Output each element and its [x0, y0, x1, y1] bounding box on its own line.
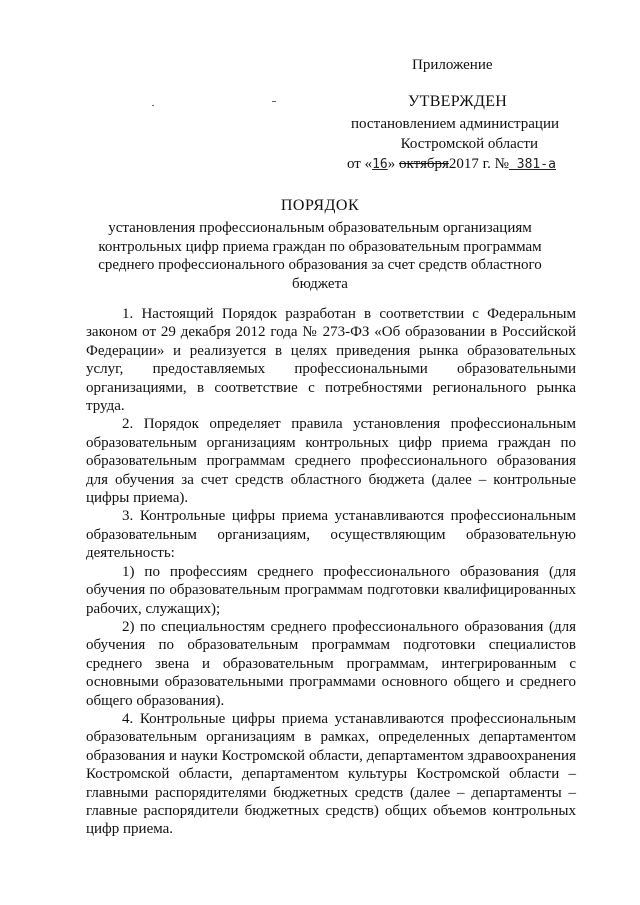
paragraph-4: 4. Контрольные цифры приема устанавливаются профессиональным образовательным организациям в рамках, определенных департаментом образования и науки Костромской области, департаментом здравоохранения Костромской области, департаментом культуры Костромской области – главными распорядителями бюджетных средств (далее – департаменты – главные распорядители бюджетных средств) общих объемов контрольных цифр приема. — [86, 710, 576, 838]
document-title: ПОРЯДОК — [280, 197, 360, 214]
date-prefix: от « — [347, 156, 373, 172]
date-day: 16 — [372, 157, 388, 172]
appendix-label: Приложение — [412, 57, 493, 73]
document-body — [86, 305, 576, 839]
scan-speck — [152, 105, 154, 106]
approved-by-line: постановлением администрации — [351, 116, 559, 132]
approval-date-line — [347, 156, 556, 173]
paragraph-2: 2. Порядок определяет правила установления профессиональным образовательным организациям контрольных цифр приема граждан по образовательным программам среднего профессионального образования для обучения за счет средств областного бюджета (далее – контрольные цифры приема). — [86, 416, 576, 507]
document-number: 381-а — [508, 157, 556, 172]
paragraph-3-item-2: 2) по специальностям среднего профессионального образования (для обучения по образовательным программам подготовки специалистов среднего звена и образовательным программам, интегрированным с основными образовательными программами основного общего и среднего общего образования). — [86, 618, 576, 709]
region-line: Костромской области — [400, 136, 538, 152]
document-subtitle: установления профессиональным образовательным организациям контрольных цифр приема граждан по образовательным программам среднего профессионального образования за счет средств областного бюджета — [98, 220, 542, 292]
date-year: 2017 г. № — [448, 156, 509, 172]
date-month: октября — [399, 156, 449, 172]
paragraph-1: 1. Настоящий Порядок разработан в соответствии с Федеральным законом от 29 декабря 2012 года № 273-ФЗ «Об образовании в Российской Федерации» и реализуется в целях приведения рынка образовательных услуг, предоставляемых профессиональными образовательными организациями, в соответствие с потребностями регионального рынка труда. — [86, 306, 576, 415]
scan-speck — [272, 101, 276, 102]
paragraph-3-item-1: 1) по профессиям среднего профессионального образования (для обучения по образовательным программам подготовки квалифицированных рабочих, служащих); — [86, 563, 576, 617]
approved-heading: УТВЕРЖДЕН — [408, 93, 508, 110]
paragraph-3: 3. Контрольные цифры приема устанавливаются профессиональным образовательным организациям, осуществляющим образовательную деятельность: — [86, 508, 576, 562]
date-mid: » — [387, 156, 400, 172]
